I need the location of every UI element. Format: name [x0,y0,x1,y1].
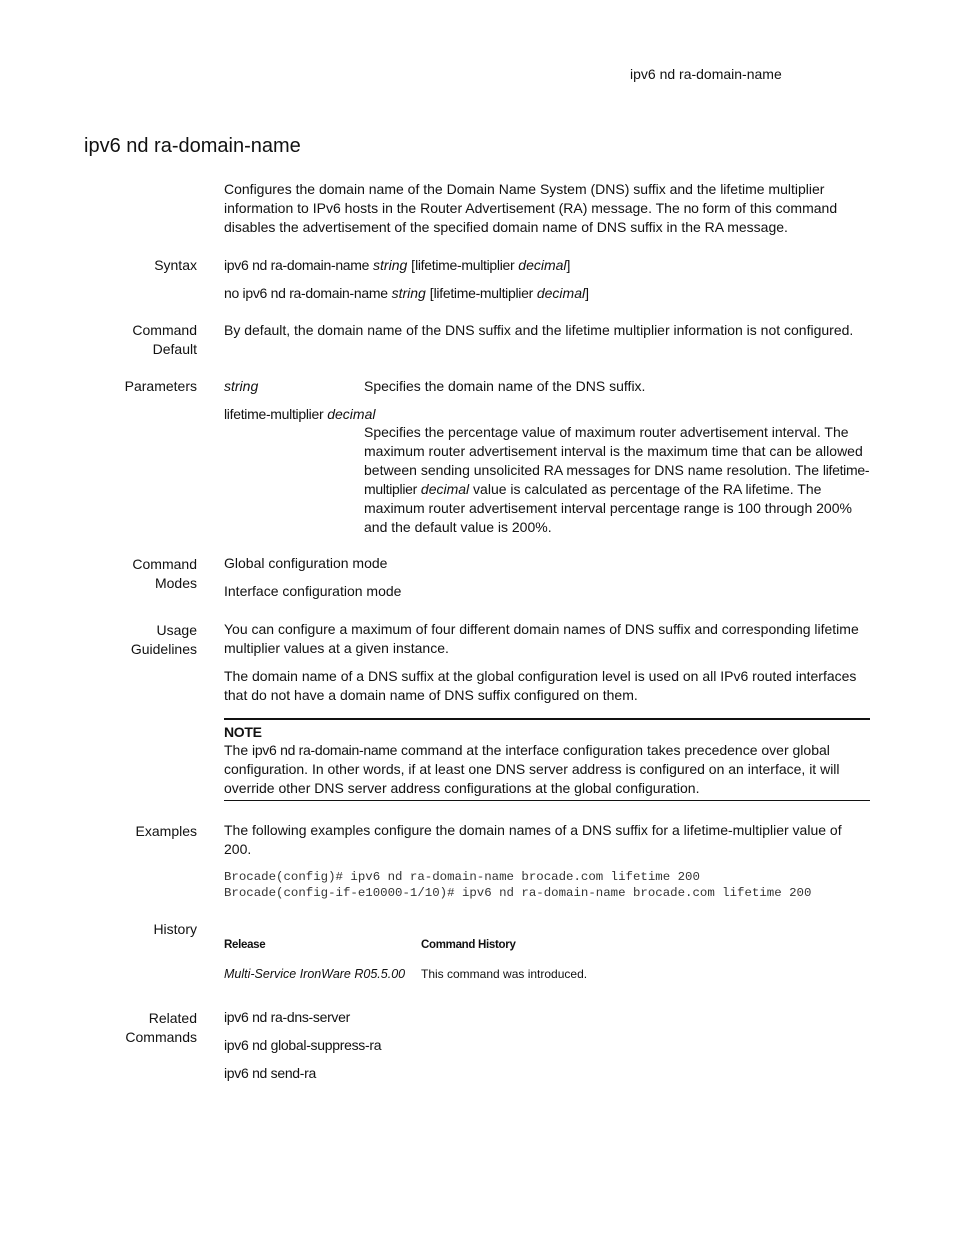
note-bottom-rule [224,800,870,801]
command-modes-label: Command Modes [132,556,197,591]
related-command-link[interactable]: ipv6 nd send-ra [224,1065,317,1081]
parameters-label: Parameters [124,378,197,394]
param-string-desc: Specifies the domain name of the DNS suffix. [364,378,646,394]
history-col-command-history: Command History [421,939,516,951]
usage-guidelines-label: Usage Guidelines [130,622,197,657]
history-row-history: This command was introduced. [421,967,588,981]
code-line-2: Brocade(config-if-e10000-1/10)# ipv6 nd ra-domain-name brocade.com lifetime 200 [224,886,812,900]
syntax-line-1: ipv6 nd ra-domain-name string [lifetime-multiplier decimal] [224,257,571,273]
mode-global: Global configuration mode [224,555,388,571]
no-keyword: no [683,200,699,216]
note-text: The ipv6 nd ra-domain-name command at the interface configuration takes precedence over global configuration. In other words, if at least one DNS server address is configured on an interface, it will override other DNS server address configurations at the global configuration. [224,742,840,796]
mode-interface: Interface configuration mode [224,583,402,599]
param-lifetime-name: lifetime-multiplier decimal [224,406,376,422]
param-lifetime-desc: Specifies the percentage value of maximum router advertisement interval. The maximum router advertisement interval is the maximum time that can be allowed between sending unsolicited RA messages for DNS name resolution. The lifetime-multiplier decimal value is calculated as percentage of the RA lifetime. The maximum router advertisement interval percentage range is 100 through 200% and the default value is 200%. [364,424,870,535]
command-default-text: By default, the domain name of the DNS suffix and the lifetime multiplier information is not configured. [224,322,854,338]
command-default-label: Command Default [132,322,197,357]
related-command-link[interactable]: ipv6 nd global-suppress-ra [224,1037,382,1053]
history-row-release: Multi-Service IronWare R05.5.00 [224,967,406,981]
related-commands-label: Related Commands [125,1010,197,1045]
page-title: ipv6 nd ra-domain-name [84,135,301,157]
examples-intro: The following examples configure the domain names of a DNS suffix for a lifetime-multiplier value of 200. [224,822,842,857]
usage-para-2: The domain name of a DNS suffix at the global configuration level is used on all IPv6 routed interfaces that do not have a domain name of DNS suffix configured on them. [224,668,857,703]
syntax-line-2: no ipv6 nd ra-domain-name string [lifetime-multiplier decimal] [224,285,589,301]
note-heading: NOTE [224,724,262,740]
history-label: History [153,921,197,937]
code-line-1: Brocade(config)# ipv6 nd ra-domain-name brocade.com lifetime 200 [224,870,700,884]
history-col-release: Release [224,939,266,951]
examples-label: Examples [135,823,197,839]
usage-para-1: You can configure a maximum of four different domain names of DNS suffix and corresponding lifetime multiplier values at a given instance. [224,621,859,656]
note-top-rule [224,718,870,720]
related-command-link[interactable]: ipv6 nd ra-dns-server [224,1009,350,1025]
description: Configures the domain name of the Domain Name System (DNS) suffix and the lifetime multiplier information to IPv6 hosts in the Router Advertisement (RA) message. The no form of this command disables the advertisement of the specified domain name of DNS suffix in the RA message. [224,181,838,235]
syntax-label: Syntax [154,257,197,273]
running-header: ipv6 nd ra-domain-name [630,66,782,82]
param-string-name: string [224,378,259,394]
